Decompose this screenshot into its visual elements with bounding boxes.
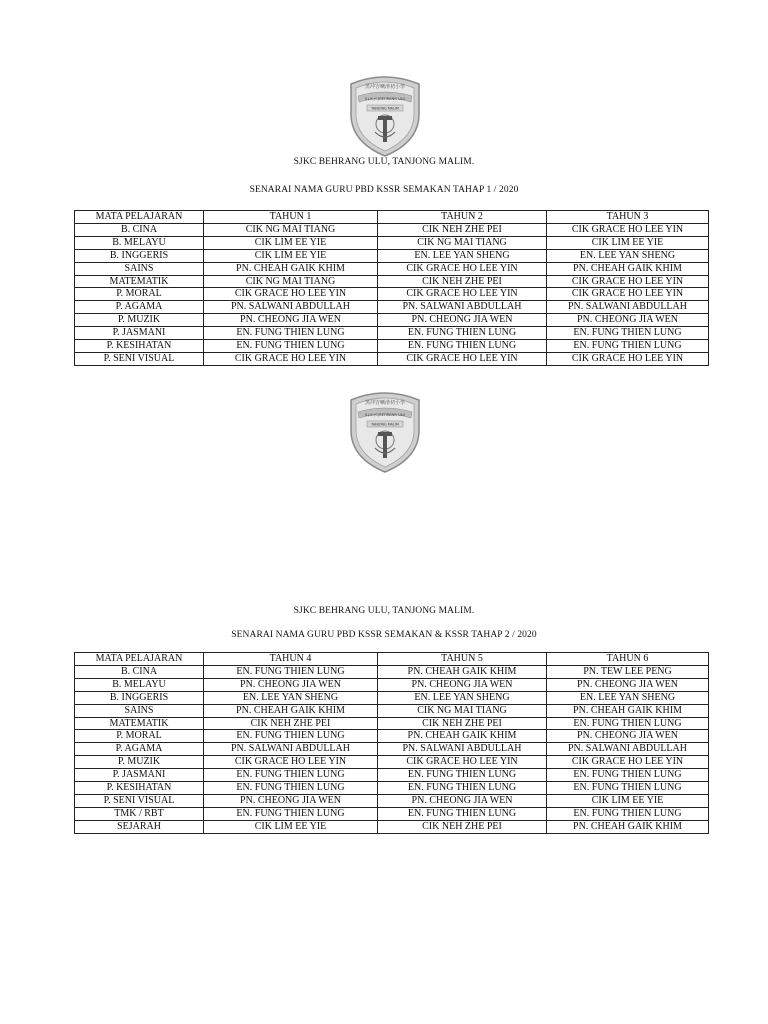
subject-cell: P. KESIHATAN [75,782,204,795]
subject-cell: MATEMATIK [75,717,204,730]
crest-icon [345,72,425,158]
table-row [75,223,709,236]
teacher-cell: PN. CHEONG JIA WEN [204,794,378,807]
table-row [75,678,709,691]
table-header-row [75,653,709,666]
column-header: TAHUN 1 [204,211,378,224]
teacher-cell: CIK NEH ZHE PEI [204,717,378,730]
school-name-heading-2: SJKC BEHRANG ULU, TANJONG MALIM. [293,606,475,616]
teacher-cell: EN. FUNG THIEN LUNG [204,769,378,782]
subject-cell: P. KESIHATAN [75,340,204,353]
teacher-cell: EN. FUNG THIEN LUNG [547,807,709,820]
subject-cell: B. CINA [75,665,204,678]
teacher-cell: EN. FUNG THIEN LUNG [378,782,547,795]
teacher-cell: CIK GRACE HO LEE YIN [547,223,709,236]
teacher-cell: PN. SALWANI ABDULLAH [547,743,709,756]
teacher-cell: CIK LIM EE YIE [204,249,378,262]
teacher-cell: PN. SALWANI ABDULLAH [204,743,378,756]
table-row [75,236,709,249]
table-row [75,301,709,314]
table-row [75,691,709,704]
teacher-cell: EN. FUNG THIEN LUNG [204,807,378,820]
teacher-cell: EN. LEE YAN SHENG [204,691,378,704]
table-row [75,807,709,820]
teacher-cell: PN. CHEAH GAIK KHIM [547,820,709,833]
teacher-cell: EN. FUNG THIEN LUNG [547,717,709,730]
school-crest-logo [345,388,425,474]
teacher-cell: CIK LIM EE YIE [204,820,378,833]
column-header: MATA PELAJARAN [75,653,204,666]
teacher-cell: EN. FUNG THIEN LUNG [204,782,378,795]
teacher-cell: PN. SALWANI ABDULLAH [204,301,378,314]
column-header: TAHUN 2 [378,211,547,224]
teacher-cell: EN. FUNG THIEN LUNG [204,665,378,678]
table-row [75,665,709,678]
teacher-cell: EN. LEE YAN SHENG [547,249,709,262]
table-row [75,743,709,756]
teacher-cell: PN. TEW LEE PENG [547,665,709,678]
teacher-cell: EN. FUNG THIEN LUNG [204,730,378,743]
crest-bottom-text: TANJONG MALIM [371,106,399,111]
teacher-cell: CIK GRACE HO LEE YIN [378,756,547,769]
teacher-cell: EN. FUNG THIEN LUNG [547,782,709,795]
teacher-table-tahap-2 [74,652,709,834]
teacher-cell: CIK NEH ZHE PEI [378,820,547,833]
teacher-table-tahap-1 [74,210,709,366]
subject-cell: SAINS [75,704,204,717]
table-row [75,249,709,262]
table-row [75,704,709,717]
teacher-cell: CIK GRACE HO LEE YIN [378,288,547,301]
teacher-cell: PN. CHEONG JIA WEN [204,314,378,327]
crest-middle-text: S.J.K.(C)BEHRANG ULU [364,97,406,101]
subject-cell: P. MUZIK [75,314,204,327]
column-header: MATA PELAJARAN [75,211,204,224]
teacher-cell: EN. FUNG THIEN LUNG [547,769,709,782]
table-row [75,717,709,730]
teacher-cell: PN. CHEONG JIA WEN [547,314,709,327]
column-header: TAHUN 5 [378,653,547,666]
teacher-cell: CIK GRACE HO LEE YIN [204,352,378,365]
teacher-cell: PN. SALWANI ABDULLAH [547,301,709,314]
teacher-cell: CIK NG MAI TIANG [204,275,378,288]
teacher-cell: CIK NG MAI TIANG [204,223,378,236]
table-row [75,756,709,769]
teacher-cell: CIK GRACE HO LEE YIN [547,756,709,769]
teacher-cell: EN. FUNG THIEN LUNG [378,340,547,353]
subject-cell: P. AGAMA [75,301,204,314]
teacher-cell: EN. FUNG THIEN LUNG [378,807,547,820]
crest-middle-text: S.J.K.(C)BEHRANG ULU [364,413,406,417]
subject-cell: TMK / RBT [75,807,204,820]
teacher-cell: CIK GRACE HO LEE YIN [547,352,709,365]
subject-cell: B. CINA [75,223,204,236]
teacher-cell: PN. CHEONG JIA WEN [547,730,709,743]
teacher-cell: PN. SALWANI ABDULLAH [378,743,547,756]
teacher-cell: EN. LEE YAN SHENG [378,691,547,704]
teacher-cell: PN. CHEAH GAIK KHIM [204,704,378,717]
teacher-cell: PN. CHEONG JIA WEN [378,678,547,691]
teacher-cell: EN. FUNG THIEN LUNG [204,327,378,340]
subject-cell: P. MUZIK [75,756,204,769]
teacher-cell: CIK GRACE HO LEE YIN [378,352,547,365]
subject-cell: B. INGGERIS [75,249,204,262]
crest-top-text: 黑冲峇喇滑初小學 [364,84,406,90]
table-row [75,327,709,340]
teacher-cell: EN. FUNG THIEN LUNG [547,327,709,340]
document-title-1: SENARAI NAMA GURU PBD KSSR SEMAKAN TAHAP 1 / 2020 [249,185,519,195]
crest-icon [345,388,425,474]
teacher-cell: PN. CHEONG JIA WEN [378,314,547,327]
subject-cell: B. MELAYU [75,678,204,691]
teacher-cell: CIK LIM EE YIE [204,236,378,249]
table-row [75,340,709,353]
table-row [75,262,709,275]
teacher-cell: PN. CHEAH GAIK KHIM [204,262,378,275]
subject-cell: SAINS [75,262,204,275]
teacher-cell: EN. FUNG THIEN LUNG [378,769,547,782]
teacher-cell: CIK NG MAI TIANG [378,236,547,249]
teacher-cell: PN. SALWANI ABDULLAH [378,301,547,314]
table-row [75,314,709,327]
teacher-cell: CIK LIM EE YIE [547,236,709,249]
teacher-cell: CIK LIM EE YIE [547,794,709,807]
column-header: TAHUN 4 [204,653,378,666]
table-row [75,275,709,288]
table-row [75,352,709,365]
document-title-2: SENARAI NAMA GURU PBD KSSR SEMAKAN & KSSR TAHAP 2 / 2020 [231,630,537,640]
subject-cell: P. MORAL [75,288,204,301]
teacher-cell: CIK GRACE HO LEE YIN [547,275,709,288]
teacher-cell: CIK NEH ZHE PEI [378,717,547,730]
subject-cell: P. SENI VISUAL [75,794,204,807]
teacher-cell: CIK GRACE HO LEE YIN [204,756,378,769]
teacher-cell: EN. LEE YAN SHENG [378,249,547,262]
subject-cell: P. JASMANI [75,769,204,782]
table-row [75,730,709,743]
teacher-cell: PN. CHEONG JIA WEN [378,794,547,807]
teacher-cell: PN. CHEAH GAIK KHIM [378,730,547,743]
teacher-cell: PN. CHEAH GAIK KHIM [547,704,709,717]
teacher-cell: CIK NG MAI TIANG [378,704,547,717]
teacher-cell: CIK GRACE HO LEE YIN [378,262,547,275]
teacher-cell: EN. LEE YAN SHENG [547,691,709,704]
teacher-cell: CIK NEH ZHE PEI [378,275,547,288]
subject-cell: B. MELAYU [75,236,204,249]
teacher-cell: PN. CHEAH GAIK KHIM [547,262,709,275]
teacher-cell: CIK NEH ZHE PEI [378,223,547,236]
subject-cell: P. JASMANI [75,327,204,340]
table-row [75,794,709,807]
teacher-cell: CIK GRACE HO LEE YIN [547,288,709,301]
subject-cell: P. SENI VISUAL [75,352,204,365]
subject-cell: B. INGGERIS [75,691,204,704]
teacher-cell: EN. FUNG THIEN LUNG [378,327,547,340]
teacher-cell: PN. CHEONG JIA WEN [547,678,709,691]
teacher-cell: PN. CHEAH GAIK KHIM [378,665,547,678]
table-row [75,288,709,301]
crest-bottom-text: TANJONG MALIM [371,422,399,427]
table-header-row [75,211,709,224]
subject-cell: P. MORAL [75,730,204,743]
crest-top-text: 黑冲峇喇滑初小學 [364,400,406,406]
school-crest-logo [345,72,425,158]
column-header: TAHUN 6 [547,653,709,666]
subject-cell: SEJARAH [75,820,204,833]
table-row [75,782,709,795]
table-row [75,820,709,833]
subject-cell: MATEMATIK [75,275,204,288]
subject-cell: P. AGAMA [75,743,204,756]
teacher-cell: PN. CHEONG JIA WEN [204,678,378,691]
teacher-cell: CIK GRACE HO LEE YIN [204,288,378,301]
teacher-cell: EN. FUNG THIEN LUNG [547,340,709,353]
column-header: TAHUN 3 [547,211,709,224]
table-row [75,769,709,782]
school-name-heading-1: SJKC BEHRANG ULU, TANJONG MALIM. [293,157,475,167]
teacher-cell: EN. FUNG THIEN LUNG [204,340,378,353]
